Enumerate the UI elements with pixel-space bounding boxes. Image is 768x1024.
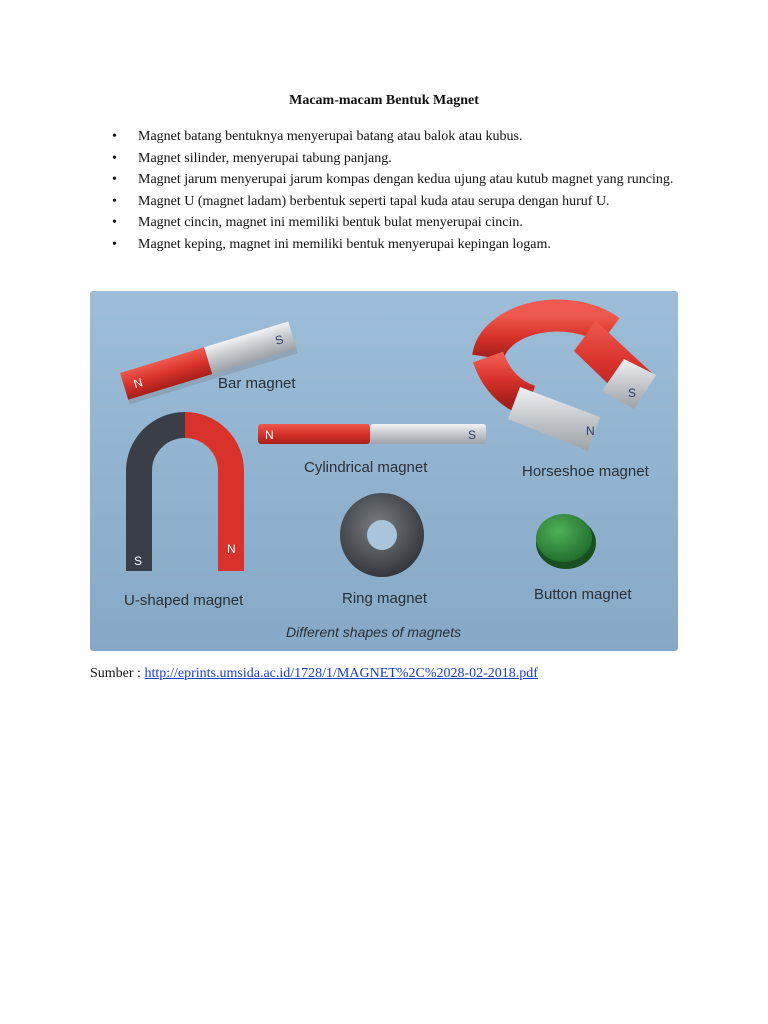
u-shaped-magnet-n-label: N <box>227 542 236 556</box>
source-line <box>90 666 538 682</box>
bar-magnet-label: Bar magnet <box>218 375 296 392</box>
cylindrical-magnet-n-label: N <box>265 428 274 442</box>
document-title: Macam-macam Bentuk Magnet <box>289 93 479 108</box>
bullet-item: • Magnet batang bentuknya menyerupai batang atau balok atau kubus. <box>108 126 678 148</box>
cylindrical-magnet-s-label: S <box>468 428 477 442</box>
button-magnet-label: Button magnet <box>534 586 632 603</box>
bullet-item: • Magnet jarum menyerupai jarum kompas dengan kedua ujung atau kutub magnet yang runcing. <box>108 169 678 191</box>
figure-caption: Different shapes of magnets <box>286 624 462 640</box>
magnet-illustration <box>90 291 678 651</box>
ring-magnet-hole <box>367 520 397 550</box>
ring-magnet <box>340 493 424 577</box>
bullet-item: • Magnet keping, magnet ini memiliki bentuk menyerupai kepingan logam. <box>108 234 678 256</box>
bar-magnet-n-label: N <box>131 375 145 392</box>
bullet-item: • Magnet cincin, magnet ini memiliki bentuk bulat menyerupai cincin. <box>108 212 678 234</box>
horseshoe-magnet-label: Horseshoe magnet <box>522 463 649 480</box>
cylindrical-magnet-north-half <box>258 424 370 444</box>
source-link[interactable]: http://eprints.umsida.ac.id/1728/1/MAGNET%2C%2028-02-2018.pdf <box>144 666 538 681</box>
cylindrical-magnet-label: Cylindrical magnet <box>304 459 428 476</box>
magnet-shapes-figure <box>90 291 678 651</box>
u-shaped-magnet-s-label: S <box>134 554 143 568</box>
button-magnet-face <box>536 514 592 562</box>
ring-magnet-label: Ring magnet <box>342 590 428 607</box>
horseshoe-magnet-n-label: N <box>586 424 595 438</box>
horseshoe-magnet-s-label: S <box>628 386 637 400</box>
cylindrical-magnet <box>258 424 486 444</box>
bullet-item: • Magnet U (magnet ladam) berbentuk seperti tapal kuda atau serupa dengan huruf U. <box>108 191 678 213</box>
u-shaped-magnet-label: U-shaped magnet <box>124 592 244 609</box>
bar-magnet-s-label: S <box>273 332 286 348</box>
bullet-list <box>108 126 678 255</box>
source-prefix: Sumber : <box>90 666 145 681</box>
bullet-item: • Magnet silinder, menyerupai tabung panjang. <box>108 148 678 170</box>
